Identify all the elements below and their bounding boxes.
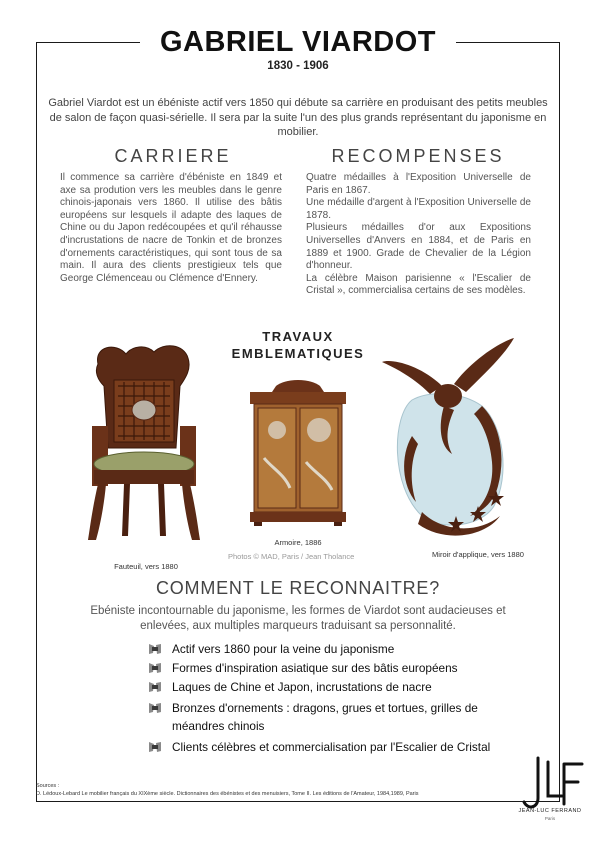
carriere-text: Il commence sa carrière d'ébéniste en 1849 et axe sa prodution vers les meubles dans le genre chinois-japonais vers 1860. Il utilise des bâtis européens sur lesquels il adapte des laques de Chine ou du Japon redécoupées et qu'il réhausse d'incrustations de nacre de Tonkin et de bronzes d'ornements caractéristiques, qui sont tous de sa main. Il aura des clients prestigieux tels que George Clémenceau ou Clémence d'Ennery.	[60, 172, 282, 284]
sources-text: D. Lédoux-Lebard Le mobilier français du XIXème siècle. Dictionnaires des ébénistes et des menuisiers, Tome II. Les éditions de l'Amateur, 1984,1989, Paris	[36, 791, 419, 797]
travaux-heading-line1: TRAVAUX	[262, 329, 334, 344]
page-title: GABRIEL VIARDOT	[159, 26, 437, 58]
list-item	[148, 640, 508, 658]
life-dates: 1830 - 1906	[267, 60, 329, 72]
list-item-text: Formes d'inspiration asiatique sur des bâtis européens	[172, 661, 458, 675]
furniture-icon	[148, 702, 162, 714]
reconnaitre-heading: COMMENT LE RECONNAITRE?	[155, 578, 441, 598]
list-item-text: Bronzes d'ornements : dragons, grues et tortues, grilles de méandres chinois	[172, 701, 478, 733]
logo-city: Paris	[544, 816, 556, 821]
fauteuil-photo	[80, 340, 210, 550]
recompenses-text	[306, 172, 531, 298]
title-block	[140, 24, 456, 64]
recompenses-item: Plusieurs médailles d'or aux Expositions Universelles d'Anvers en 1884, et de Paris en 1889 et 1900. Grade de Chevalier de la Légion d'honneur.	[306, 222, 531, 272]
reconnaitre-summary: Ebéniste incontournable du japonisme, les formes de Viardot sont audacieuses et enlevées, aux multiples marqueurs traduisant sa personnalité.	[90, 605, 506, 632]
furniture-icon	[148, 741, 162, 753]
carriere-heading: CARRIERE	[114, 146, 232, 166]
recompenses-item: Quatre médailles à l'Exposition Universelle de Paris en 1867.	[306, 172, 531, 196]
list-item-text: Actif vers 1860 pour la veine du japonisme	[172, 642, 395, 656]
list-item	[148, 678, 508, 696]
list-item	[148, 738, 508, 756]
sources-label: Sources :	[36, 783, 60, 789]
miroir-photo	[382, 336, 516, 544]
list-item-text: Clients célèbres et commercialisation par l'Escalier de Cristal	[172, 740, 491, 754]
armoire-caption: Armoire, 1886	[274, 538, 322, 547]
travaux-heading	[216, 328, 380, 362]
list-item	[148, 659, 508, 677]
recompenses-item: La célèbre Maison parisienne « l'Escalier de Cristal », commercialisa certains de ses modèles.	[306, 272, 531, 297]
fauteuil-caption: Fauteuil, vers 1880	[114, 562, 178, 571]
miroir-caption: Miroir d'applique, vers 1880	[432, 550, 524, 559]
furniture-icon	[148, 643, 162, 655]
logo-name: JEAN-LUC FERRAND	[518, 808, 582, 814]
furniture-icon	[148, 662, 162, 674]
sources	[36, 782, 419, 798]
recompenses-item: Une médaille d'argent à l'Exposition Universelle de 1878.	[306, 197, 531, 221]
armoire-photo	[246, 378, 350, 526]
reconnaitre-list	[148, 640, 508, 757]
photo-credit: Photos © MAD, Paris / Jean Tholance	[228, 552, 355, 561]
recompenses-heading: RECOMPENSES	[331, 146, 505, 166]
list-item-text: Laques de Chine et Japon, incrustations de nacre	[172, 680, 432, 694]
furniture-icon	[148, 681, 162, 693]
intro-paragraph: Gabriel Viardot est un ébéniste actif vers 1850 qui débute sa carrière en produisant des petits meubles de salon de façon quasi-sérielle. Il sera par la suite l'un des plus grands représentant du japonisme en mobilier.	[48, 97, 548, 138]
list-item	[148, 699, 508, 735]
travaux-heading-line2: EMBLEMATIQUES	[231, 346, 365, 361]
